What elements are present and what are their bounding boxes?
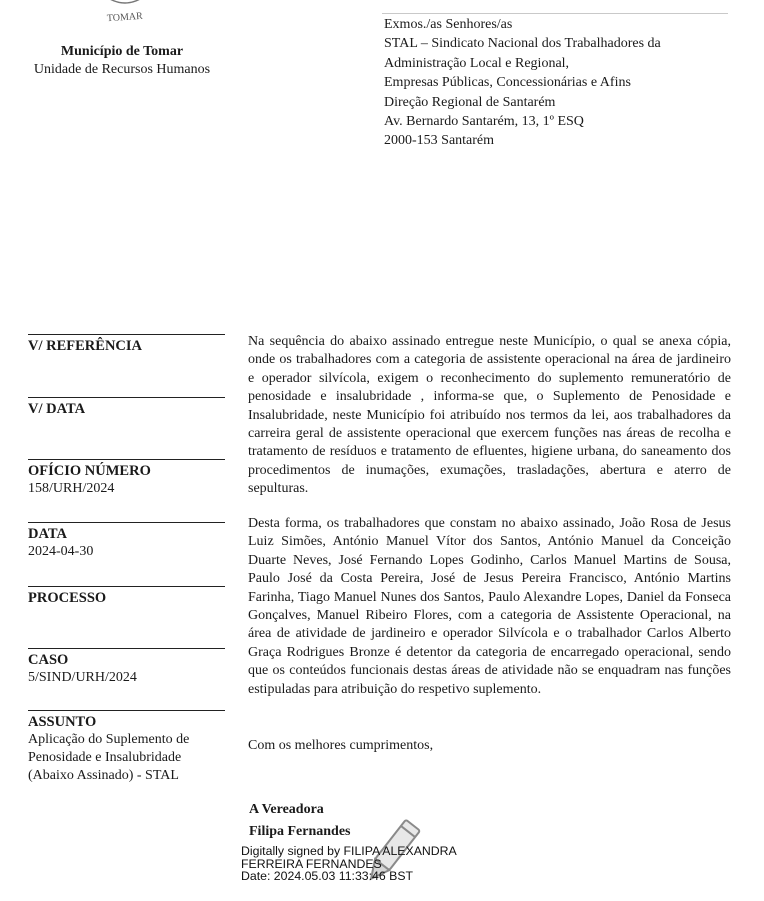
recipient-line: Exmos./as Senhores/as [384, 17, 513, 32]
field-v-referencia [28, 334, 225, 355]
field-v-data [28, 397, 225, 418]
field-value-line: Penosidade e Insalubridade [28, 750, 182, 765]
field-divider [28, 334, 225, 335]
recipient-line: 2000-153 Santarém [384, 133, 495, 149]
recipient-address [384, 15, 661, 151]
field-divider [28, 522, 225, 523]
recipient-line: STAL – Sindicato Nacional dos Trabalhadores da [384, 36, 661, 52]
recipient-line: Administração Local e Regional, [384, 55, 570, 71]
digital-signature-line: Digitally signed by FILIPA ALEXANDRA [241, 844, 457, 858]
svg-text:TOMAR: TOMAR [106, 10, 144, 24]
field-caso [28, 648, 225, 687]
body-paragraph-1: Na sequência do abaixo assinado entregue neste Município, o qual se anexa cópia, onde os trabalhadores com a categoria de assistente operacional na área de jardineiro e operador silvícola, exigem o reconhecimento do suplemento remuneratório de penosidade e insalubridade , informa-se que, o Suplemento de Penosidade e Insalubridade, neste Município foi atribuído nos termos da lei, aos trabalhadores da carreira geral de assistente operacional que exercem funções nas áreas de recolha e tratamento de resíduos e tratamento de efluentes, higiene urbana, do saneamento dos procedimentos de inumações, exumações, trasladações, abertura e aterro de sepulturas. [248, 334, 731, 497]
field-data [28, 522, 225, 561]
field-label: V/ REFERÊNCIA [28, 338, 142, 354]
closing-salutation: Com os melhores cumprimentos, [248, 738, 434, 753]
signer-name: Filipa Fernandes [249, 824, 351, 839]
field-value: 5/SIND/URH/2024 [28, 670, 137, 685]
field-label: V/ DATA [28, 401, 86, 417]
field-label: DATA [28, 526, 67, 542]
field-processo [28, 586, 225, 607]
field-label: CASO [28, 652, 69, 668]
body-paragraph-2: Desta forma, os trabalhadores que constam no abaixo assinado, João Rosa de Jesus Luiz Simões, António Manuel Vítor dos Santos, António Manuel da Conceição Duarte Neves, José Fernando Lopes Godinho, Carlos Manuel Martins de Sousa, Paulo José da Costa Pereira, José de Jesus Pereira Francisco, António Martins Farinha, Tiago Manuel Nunes dos Santos, Paulo Alexandre Lopes, Daniel da Fonseca Gonçalves, Manuel Ribeiro Flores, com a categoria de Assistente Operacional, na área de atividade de jardineiro e operador Silvícola e o trabalhador Carlos Alberto Graça Rodrigues Bronze é detentor da categoria de encarregado operacional, sendo que os conteúdos funcionais destas áreas de atividade não se enquadram nas funções estipuladas para atribuição do respetivo suplemento. [248, 516, 731, 697]
field-label: PROCESSO [28, 590, 107, 606]
field-assunto [28, 710, 225, 785]
issuer-block [22, 43, 222, 79]
field-value-line: (Abaixo Assinado) - STAL [28, 768, 179, 783]
field-value-line: Aplicação do Suplemento de [28, 732, 190, 747]
digital-signature-date: Date: 2024.05.03 11:33:46 BST [241, 869, 414, 884]
municipal-seal-logo [88, 0, 162, 24]
field-divider [28, 397, 225, 398]
recipient-line: Av. Bernardo Santarém, 13, 1º ESQ [384, 114, 584, 130]
recipient-line: Direção Regional de Santarém [384, 94, 556, 110]
recipient-divider [382, 13, 728, 14]
field-divider [28, 648, 225, 649]
recipient-line: Empresas Públicas, Concessionárias e Afins [384, 75, 631, 91]
field-value: 2024-04-30 [28, 544, 94, 559]
field-divider [28, 710, 225, 711]
field-oficio-numero [28, 459, 225, 498]
digital-signature-stamp [241, 845, 457, 883]
field-label: ASSUNTO [28, 714, 97, 730]
signature-block [249, 799, 351, 843]
field-label: OFÍCIO NÚMERO [28, 463, 151, 479]
issuer-name: Município de Tomar [60, 44, 184, 59]
field-divider [28, 459, 225, 460]
field-divider [28, 586, 225, 587]
signer-role: A Vereadora [249, 802, 324, 817]
digital-signature-line: FERREIRA FERNANDES [241, 856, 382, 871]
issuer-unit: Unidade de Recursos Humanos [33, 62, 211, 77]
field-value: 158/URH/2024 [28, 481, 115, 496]
